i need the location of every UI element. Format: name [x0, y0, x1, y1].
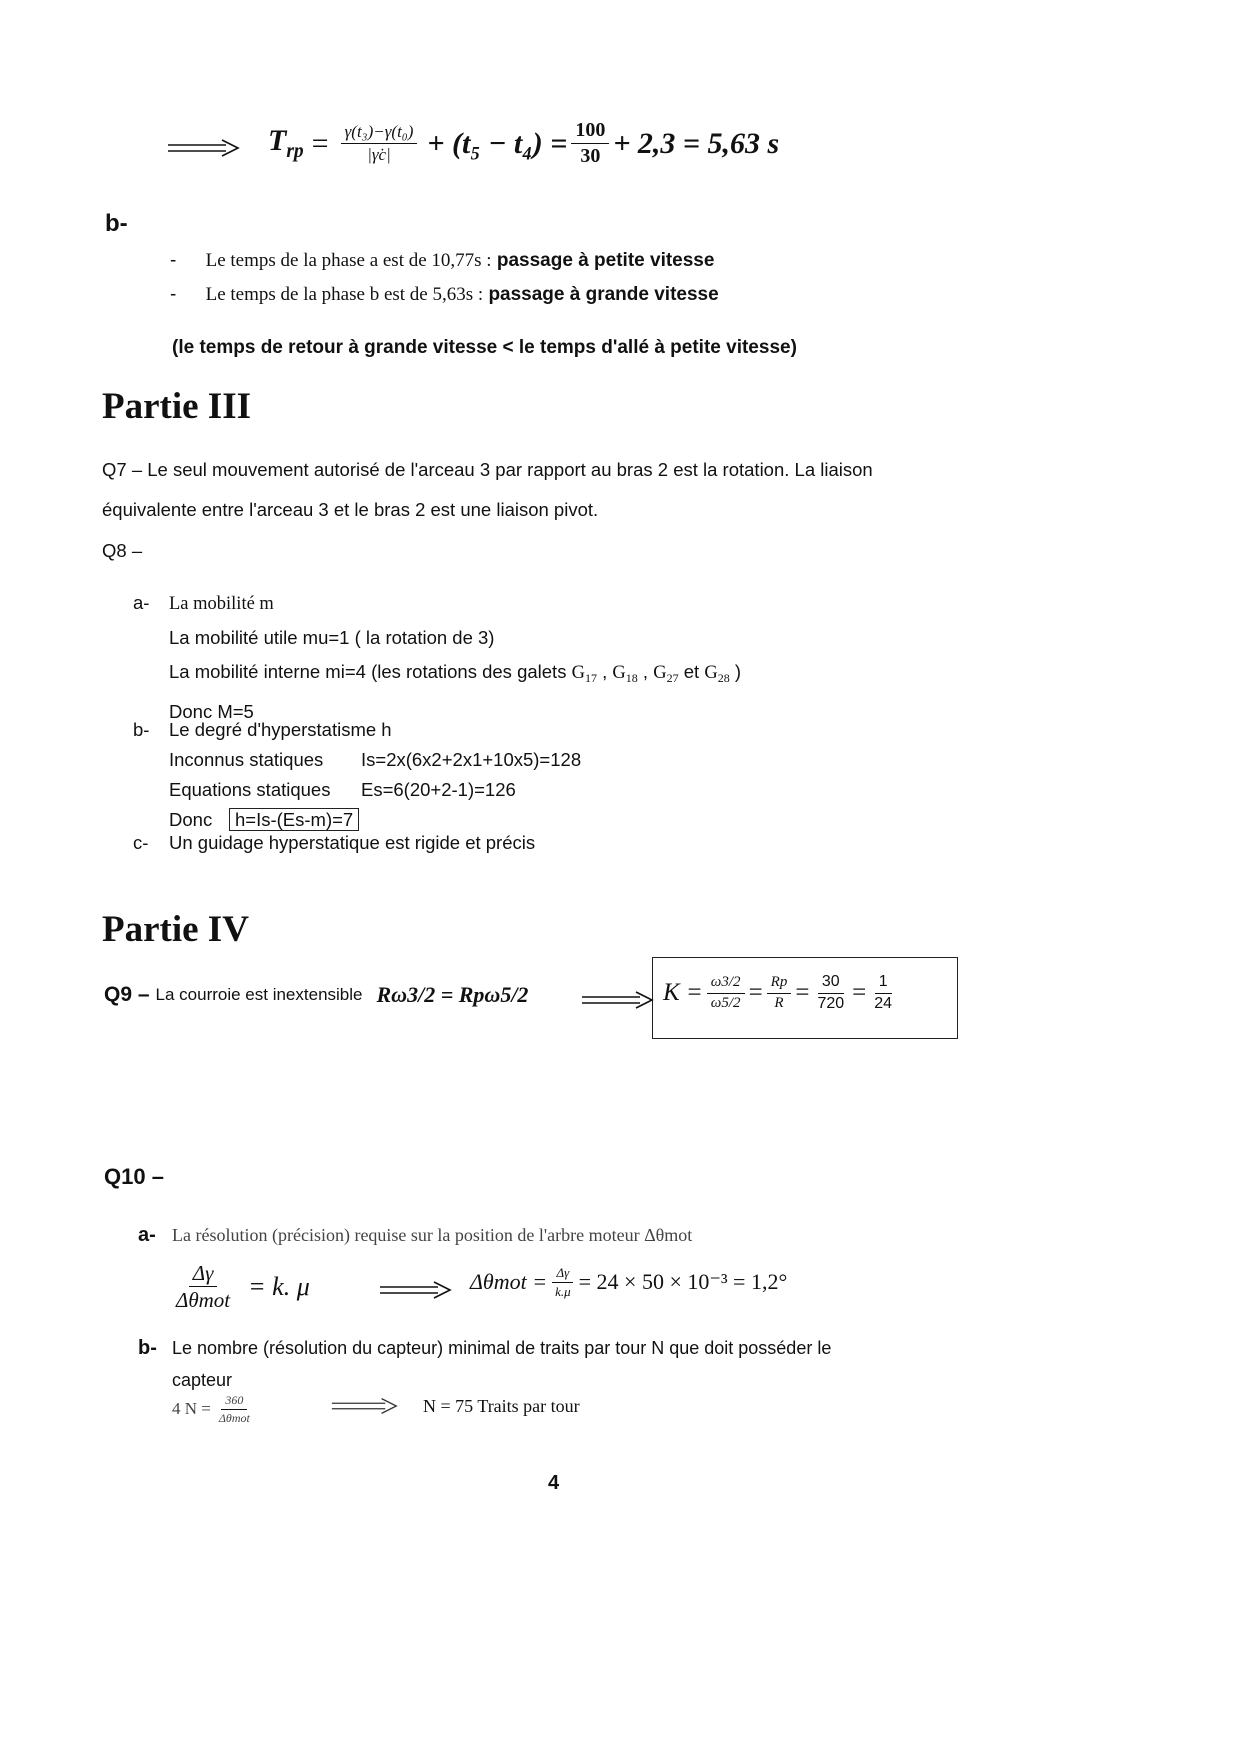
q10b-result: N = 75 Traits par tour — [423, 1396, 580, 1416]
q8a-block: a- La mobilité m La mobilité utile mu=1 ( la rotation de 3) La mobilité interne mi=4 (les rotations des galets $G_{17}$ , $G_{18}$ , $G_{27}$ et $G_{28}$ ) Donc M=5 — [133, 592, 742, 723]
q8b-block: b- Le degré d'hyperstatisme h Inconnus statiques Is=2x(6x2+2x1+10x5)=128 Equations statiques Es=6(20+2-1)=126 Donc h=Is-(Es-m)=7 — [133, 719, 582, 830]
trp-middle: + (t₅ − t₄) = — [427, 126, 568, 160]
q9-belt-equation: Rω3/2 = Rpω5/2 — [376, 982, 529, 1007]
q10b-equation: 4 N = $\frac{360}{\text{Δθmot}}$ — [172, 1393, 250, 1425]
q10b-block: b- Le nombre (résolution du capteur) minimal de traits par tour N que doit posséder le capteur — [138, 1337, 832, 1390]
q10-label: Q10 – — [104, 1164, 164, 1189]
partie-4-title: Partie IV — [102, 909, 249, 950]
phase-a-item: - Le temps de la phase a est de 10,77s : passage à petite vitesse — [170, 250, 715, 271]
q8-label: Q8 – — [102, 540, 143, 561]
comparison-note: (le temps de retour à grande vitesse < le temps d'allé à petite vitesse) — [172, 337, 797, 358]
partie-3-title: Partie III — [102, 386, 251, 427]
equation-trp: $T_{rp}$ = $\frac{\text{γ(t₃)−γ(t₀)}}{|\gammȧc|}$ + (t₅ − t₄) = $\frac{100}{30}$ + 2,3 = 5,63 s — [160, 118, 920, 188]
q10a-result: Δθmot = $\frac{\Delta\gamma}{k.\mu}$ = 24 × 50 × 10⁻³ = 1,2° — [470, 1265, 788, 1299]
trp-fraction: $\frac{\text{γ(t₃)−γ(t₀)}}{|\gammȧc|}$ — [341, 123, 418, 164]
trp-result: + 2,3 = 5,63 s — [613, 126, 780, 160]
q10b-implies-arrow-icon — [330, 1396, 400, 1416]
q10a-equation: $\frac{\Delta\gamma}{\text{Δθmot}}$ = k. μ — [176, 1261, 310, 1313]
phase-b-item: - Le temps de la phase b est de 5,63s : passage à grande vitesse — [170, 284, 719, 305]
q8c-item: c- Un guidage hyperstatique est rigide et précis — [133, 832, 536, 853]
b-label: b- — [105, 210, 128, 237]
q9-implies-arrow-icon — [580, 990, 656, 1010]
q10a-implies-arrow-icon — [378, 1280, 454, 1300]
hyperstatism-result-box: h=Is-(Es-m)=7 — [229, 808, 359, 831]
trp-symbol: $T_{rp}$ — [268, 124, 304, 162]
implies-arrow-icon — [166, 138, 242, 158]
q9-line: Q9 – La courroie est inextensible Rω3/2 = Rpω5/2 — [104, 982, 529, 1007]
k-result-box: K = $\frac{\omega 3/2}{\omega 5/2}$ = $\frac{Rp}{R}$ = $\frac{30}{720}$ = $\frac{1}{24}$ — [652, 957, 958, 1039]
q7-text: Q7 – Le seul mouvement autorisé de l'arceau 3 par rapport au bras 2 est la rotation. La liaison équivalente entre l'arceau 3 et le bras 2 est une liaison pivot. — [102, 459, 873, 520]
q10a-line: a- La résolution (précision) requise sur la position de l'arbre moteur Δθmot — [138, 1224, 693, 1246]
page-number: 4 — [548, 1472, 560, 1494]
numeric-fraction: $\frac{100}{30}$ — [571, 120, 609, 167]
